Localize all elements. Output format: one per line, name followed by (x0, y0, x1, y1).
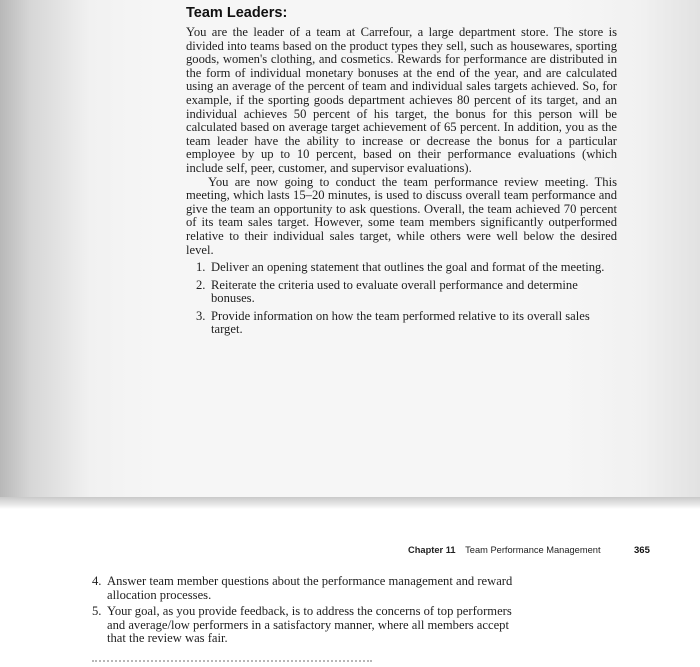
steps-list (186, 261, 617, 337)
list-item (92, 605, 532, 646)
list-item-text: Answer team member questions about the performance management and reward allocation processes. (107, 574, 513, 602)
section-heading: Team Leaders: (186, 5, 288, 21)
paragraph-scenario: You are the leader of a team at Carrefour, a large department store. The store is divided into teams based on the product types they sell, such as housewares, sporting goods, women's clothing, and cosmetics. Rewards for performance are distributed in the form of individual monetary bonuses at the end of the year, and are calculated using an average of the percent of team and individual sales targets achieved. So, for example, if the sporting goods department achieves 80 percent of its target, and an individual achieves 50 percent of his target, the bonus for this person will be calculated based on average target achievement of 65 percent. In addition, you as the team leader have the ability to increase or decrease the bonus for a particular employee by up to 10 percent, based on their performance evaluations (which include self, peer, customer, and supervisor evaluations). (186, 25, 617, 175)
running-head-chapter: Chapter 11 (408, 545, 456, 555)
list-item-text: Reiterate the criteria used to evaluate overall performance and determine bonuses. (211, 277, 578, 306)
list-item-text: Provide information on how the team performed relative to its overall sales target. (211, 308, 590, 337)
list-item (186, 279, 617, 306)
list-item-number: 5. (92, 604, 102, 619)
list-item-number: 2. (196, 277, 206, 292)
page-number: 365 (634, 545, 650, 556)
steps-list-continued (92, 575, 532, 649)
list-item (186, 261, 617, 275)
page-gap (0, 497, 700, 509)
list-item-text: Your goal, as you provide feedback, is to address the concerns of top performers and average/low performers in a satisfactory manner, where all members accept that the review was fair. (107, 604, 512, 646)
list-item-number: 1. (196, 260, 206, 275)
running-head-title: Team Performance Management (465, 545, 601, 555)
list-item-text: Deliver an opening statement that outlines the goal and format of the meeting. (211, 260, 605, 275)
paragraph-meeting: You are now going to conduct the team performance review meeting. This meeting, which lasts 15–20 minutes, is used to discuss overall team performance and give the team an opportunity to ask questions. Overall, the team achieved 70 percent of its team sales target. However, some team members significantly outperformed relative to their individual sales target, while others were well below the desired level. (186, 174, 617, 257)
list-item-number: 3. (196, 308, 206, 323)
running-head (408, 545, 601, 555)
body-text (186, 26, 617, 341)
list-item (92, 575, 532, 602)
list-item (186, 310, 617, 337)
cut-off-text-line (92, 660, 372, 667)
list-item-number: 4. (92, 574, 102, 588)
